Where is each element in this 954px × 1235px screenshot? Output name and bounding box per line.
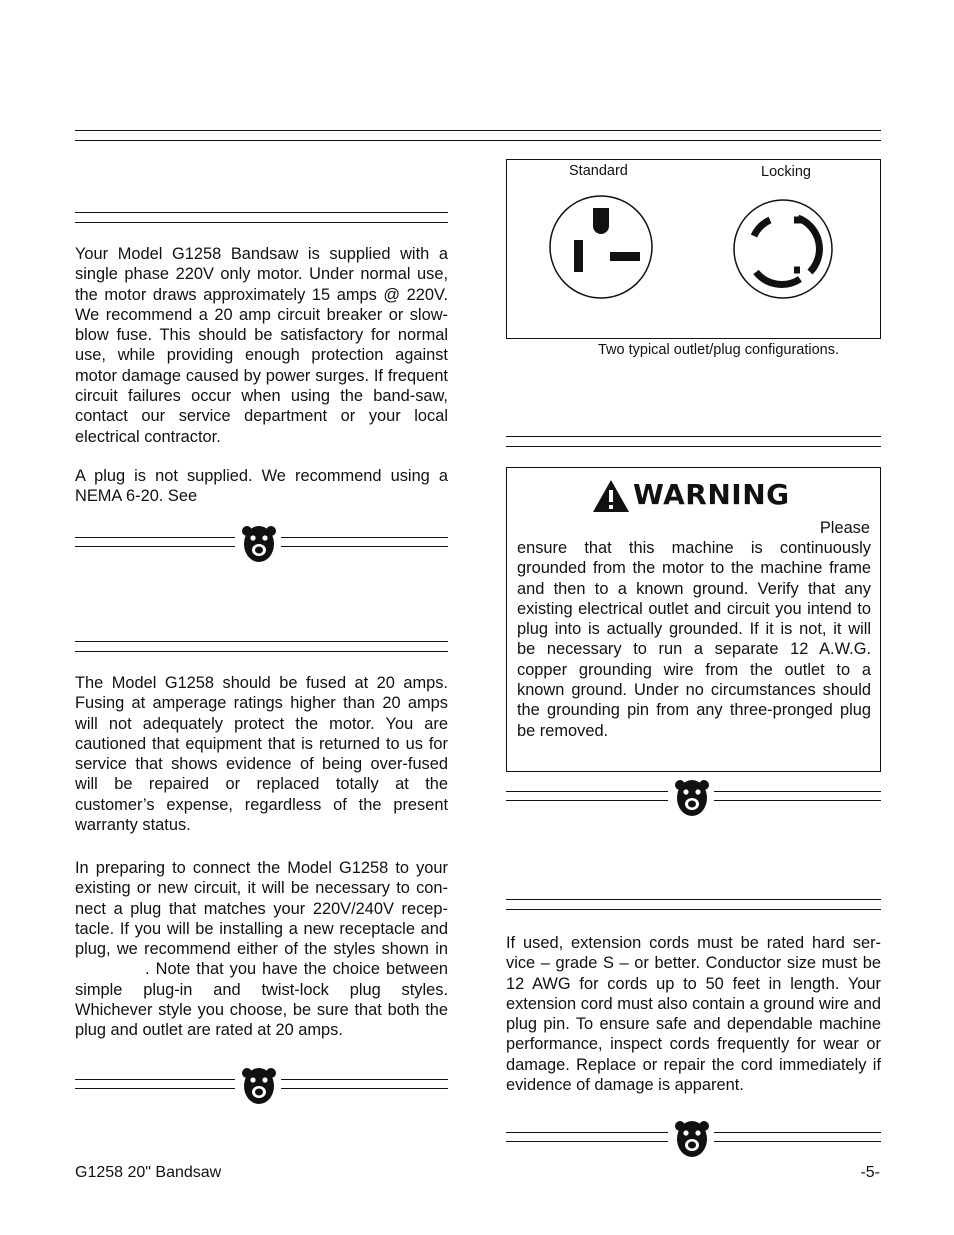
warning-box xyxy=(506,467,881,772)
warning-title: WARNING xyxy=(633,478,790,511)
standard-outlet-icon xyxy=(548,194,654,300)
fuses-rule-2 xyxy=(75,651,448,652)
footer-title: G1258 20" Bandsaw xyxy=(75,1164,222,1181)
outlet-figure xyxy=(506,159,881,339)
bear-logo-icon xyxy=(241,524,277,564)
section-divider xyxy=(506,1119,881,1159)
grounding-rule-1 xyxy=(506,436,881,437)
power-supply-rule-2 xyxy=(75,222,448,223)
fuses-paragraph: The Model G1258 should be fused at 20 amps. Fusing at amperage ratings higher than 20 amps will not adequately protect the motor. You are cautioned that equipment that is returned to us for service that shows evidence of being over-fused will be repaired or replaced totally at the customer’s expense, regardless of the present warranty status. xyxy=(75,674,448,835)
bear-logo-icon xyxy=(241,1066,277,1106)
header-rule-top xyxy=(75,130,881,131)
figure-caption: Two typical outlet/plug configurations. xyxy=(598,342,839,358)
section-divider xyxy=(506,778,881,818)
power-supply-paragraph: Your Model G1258 Bandsaw is supplied with a single phase 220V only motor. Under normal use, the motor draws approximately 15 amps @ 220V. We recommend a 20 amp circuit breaker or slow-blow fuse. This should be satisfactory for normal use, while providing enough protection against motor damage caused by power surges. If frequent circuit failures occur when using the band-saw, contact our service department or your local electrical contractor. xyxy=(75,245,448,446)
extension-rule-1 xyxy=(506,899,881,900)
extension-cord-paragraph: If used, extension cords must be rated hard ser-vice – grade S – or better. Conductor size must be 12 AWG for cords up to 50 feet in length. Your extension cord must also contain a ground wire and plug pin. To ensure safe and dependable machine performance, inspect cords frequently for wear or damage. Replace or repair the cord immediately if evidence of damage is apparent. xyxy=(506,934,881,1095)
header-rule-bottom xyxy=(75,140,881,141)
warning-lead: Please xyxy=(819,519,870,537)
grounding-rule-2 xyxy=(506,446,881,447)
warning-body: ensure that this machine is continuously grounded from the motor to the machine frame and then to a known ground. Verify that any existing electrical outlet and circuit you intend to plug into is actually grounded. If it is not, it will be necessary to run a separate 12 A.W.G. copper grounding wire from the outlet to a known ground. Under no circumstances should the grounding pin from any three-pronged plug be removed. xyxy=(517,539,871,740)
section-divider xyxy=(75,1066,448,1106)
connection-text-a: In preparing to connect the Model G1258 to your existing or new circuit, it will be necessary to con-nect a plug that matches your 220V/240V recep-tacle. If you will be installing a new receptacle and plug, we recommend either of the styles shown in xyxy=(75,859,448,959)
power-supply-rule-1 xyxy=(75,212,448,213)
plug-recommendation-paragraph: A plug is not supplied. We recommend using a NEMA 6-20. See xyxy=(75,467,448,506)
warning-triangle-icon xyxy=(591,478,631,514)
locking-label: Locking xyxy=(761,164,811,180)
fuses-rule-1 xyxy=(75,641,448,642)
standard-label: Standard xyxy=(569,163,628,179)
bear-logo-icon xyxy=(674,778,710,818)
bear-logo-icon xyxy=(674,1119,710,1159)
connection-paragraph xyxy=(75,858,448,1041)
locking-outlet-icon xyxy=(732,198,834,300)
section-divider xyxy=(75,524,448,564)
page-number: -5- xyxy=(860,1164,880,1181)
connection-text-b: . Note that you have the choice between simple plug-in and twist-lock plug styles. Whichever style you choose, be sure that both the plug and outlet are rated at 20 amps. xyxy=(75,960,448,1040)
extension-rule-2 xyxy=(506,909,881,910)
